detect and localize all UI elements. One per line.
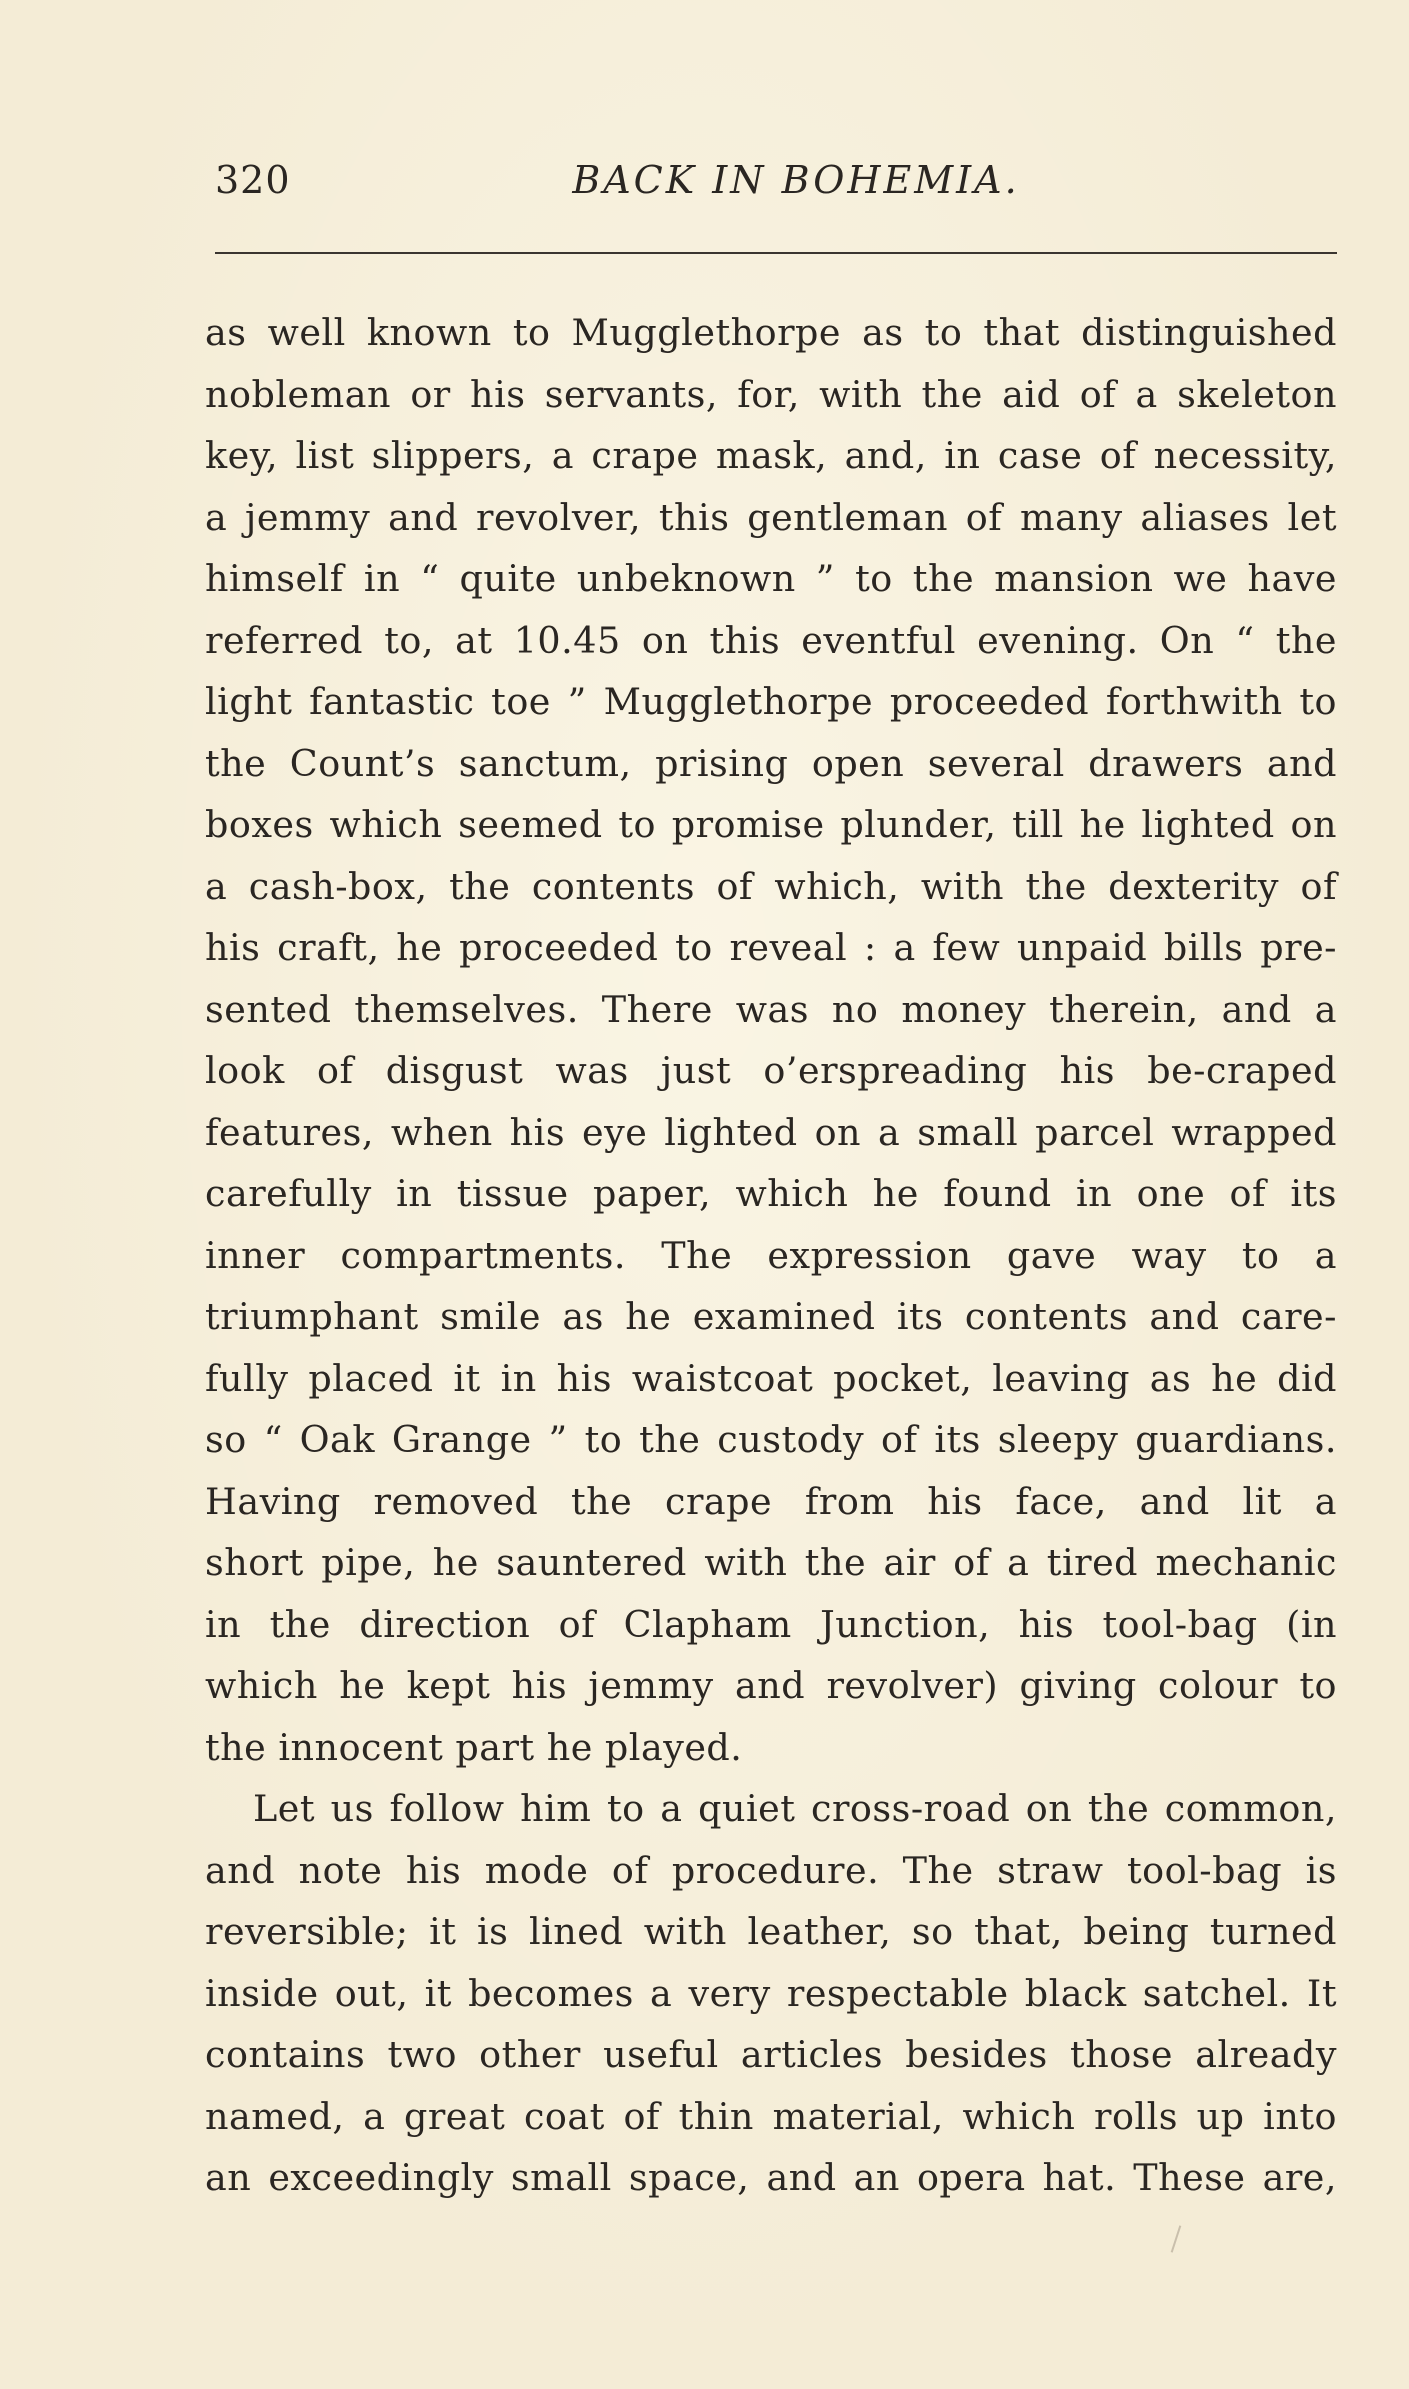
text-line: look of disgust was just o’erspreading his be-craped: [205, 1049, 1337, 1092]
text-line: carefully in tissue paper, which he found in one of its: [205, 1172, 1337, 1215]
paper-blemish: [1171, 2225, 1182, 2252]
text-line: a cash-box, the contents of which, with the dexterity of: [205, 864, 1337, 908]
text-line: fully placed it in his waistcoat pocket, leaving as he did: [205, 1356, 1337, 1400]
text-line: Let us follow him to a quiet cross-road on the common,: [253, 1787, 1337, 1830]
text-line: Having removed the crape from his face, and lit a: [205, 1479, 1337, 1523]
text-line: triumphant smile as he examined its contents and care-: [205, 1295, 1337, 1338]
body-text: [205, 302, 1337, 2209]
text-line: the innocent part he played.: [205, 1725, 743, 1769]
text-line: and note his mode of procedure. The straw tool-bag is: [205, 1848, 1337, 1892]
text-line: as well known to Mugglethorpe as to that distinguished: [205, 311, 1337, 354]
text-line: his craft, he proceeded to reveal : a few unpaid bills pre-: [205, 926, 1337, 969]
text-line: named, a great coat of thin material, which rolls up into: [205, 2094, 1337, 2138]
header-rule: [215, 252, 1337, 254]
text-line: contains two other useful articles besides those already: [205, 2033, 1337, 2076]
text-line: a jemmy and revolver, this gentleman of many aliases let: [205, 495, 1337, 539]
text-line: light fantastic toe ” Mugglethorpe proceeded forthwith to: [205, 680, 1337, 723]
text-line: inner compartments. The expression gave way to a: [205, 1233, 1337, 1277]
page-number: 320: [215, 158, 291, 202]
running-title: BACK IN BOHEMIA.: [572, 158, 1020, 202]
text-line: key, list slippers, a crape mask, and, in case of necessity,: [205, 434, 1337, 477]
text-line: sented themselves. There was no money therein, and a: [205, 987, 1337, 1031]
text-line: boxes which seemed to promise plunder, till he lighted on: [205, 803, 1337, 846]
text-line: so “ Oak Grange ” to the custody of its sleepy guardians.: [205, 1418, 1337, 1461]
text-line: short pipe, he sauntered with the air of a tired mechanic: [205, 1541, 1337, 1584]
text-line: an exceedingly small space, and an opera hat. These are,: [205, 2156, 1337, 2199]
page-header: [215, 158, 1337, 218]
paragraph-2: [205, 1778, 1337, 2209]
text-line: himself in “ quite unbeknown ” to the mansion we have: [205, 557, 1337, 600]
text-line: referred to, at 10.45 on this eventful evening. On “ the: [205, 618, 1337, 662]
text-line: nobleman or his servants, for, with the aid of a skeleton: [205, 372, 1337, 416]
text-line: reversible; it is lined with leather, so that, being turned: [205, 1910, 1337, 1953]
text-line: the Count’s sanctum, prising open several drawers and: [205, 741, 1337, 785]
paragraph-1: [205, 302, 1337, 1778]
text-line: features, when his eye lighted on a small parcel wrapped: [205, 1110, 1337, 1154]
text-line: inside out, it becomes a very respectable black satchel. It: [205, 1971, 1337, 2015]
text-line: in the direction of Clapham Junction, his tool-bag (in: [205, 1602, 1337, 1646]
text-line: which he kept his jemmy and revolver) giving colour to: [205, 1664, 1337, 1707]
